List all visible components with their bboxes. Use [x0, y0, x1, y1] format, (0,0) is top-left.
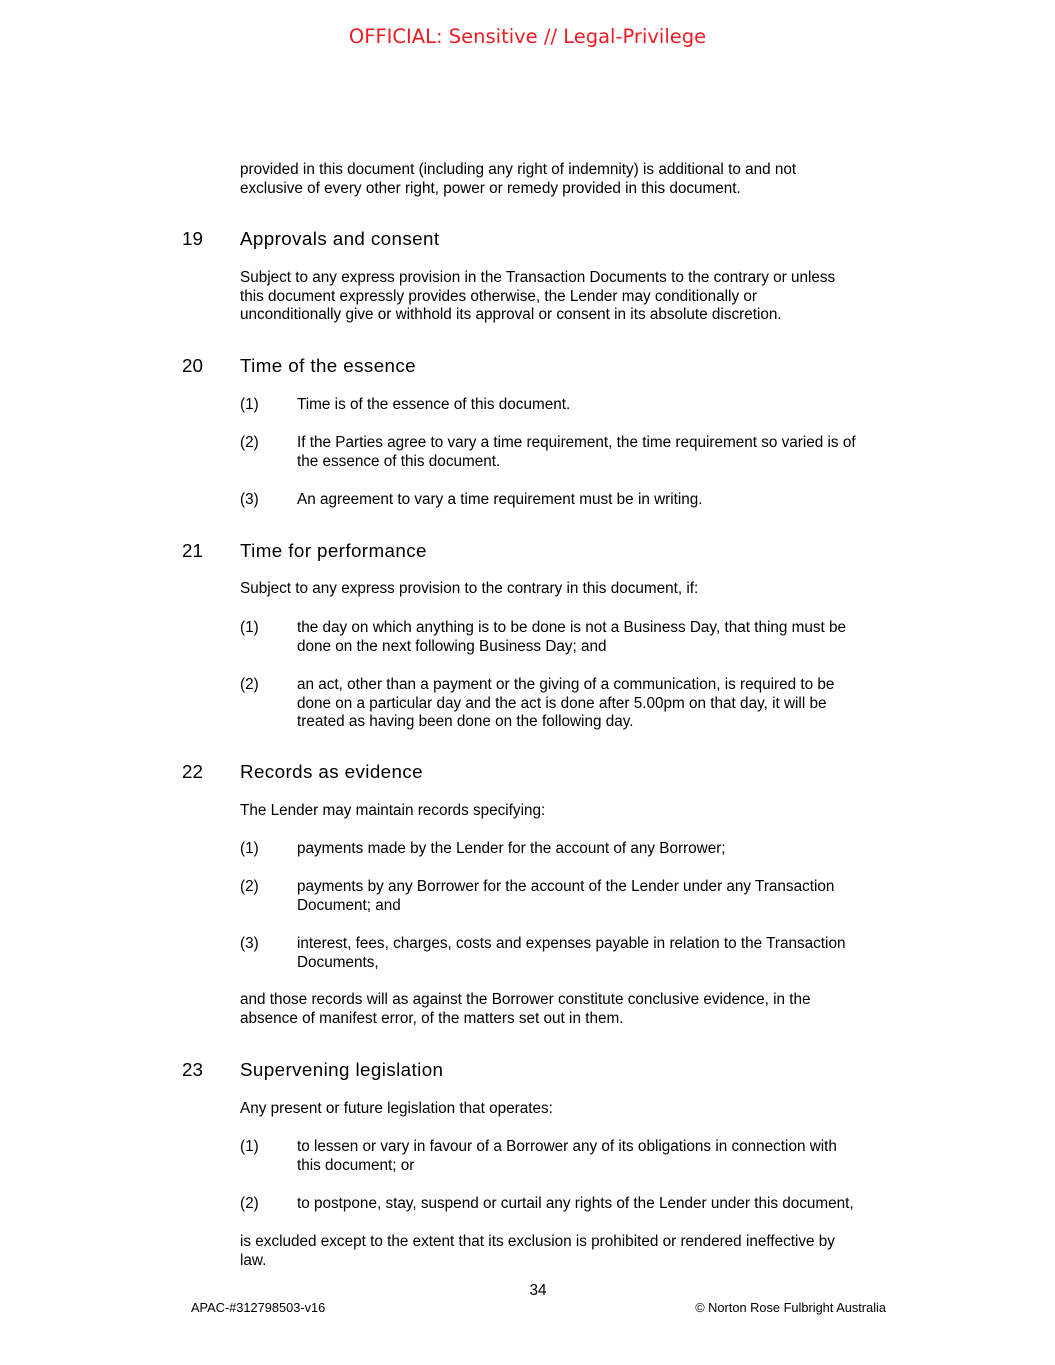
- section-20-heading: Time of the essence: [240, 355, 417, 376]
- list-item-text: [297, 840, 893, 859]
- text-line: Time is of the essence of this document.: [297, 396, 571, 413]
- list-item-number: (1): [240, 840, 259, 857]
- text-line: treated as having been done on the following day.: [297, 713, 634, 731]
- text-line: If the Parties agree to vary a time requirement, the time requirement so varied is of: [297, 434, 856, 451]
- list-item-text: [297, 619, 893, 656]
- section-22-heading: Records as evidence: [240, 761, 423, 782]
- section-19-number: 19: [182, 228, 203, 249]
- list-item-text: [297, 1138, 893, 1175]
- section-21-heading: Time for performance: [240, 540, 427, 561]
- text-line: payments made by the Lender for the account of any Borrower;: [297, 840, 726, 857]
- page-number: 34: [529, 1282, 547, 1299]
- text-line: Documents,: [297, 953, 379, 971]
- section-23-number: 23: [182, 1059, 203, 1080]
- text-line: is excluded except to the extent that its exclusion is prohibited or rendered ineffective by: [240, 1233, 835, 1250]
- section-22-closing: [240, 991, 890, 1028]
- list-item-number: (1): [240, 619, 259, 636]
- list-item-text: [297, 491, 893, 510]
- classification-banner: OFFICIAL: Sensitive // Legal-Privilege: [348, 25, 707, 48]
- list-item-text: [297, 396, 893, 415]
- text-line: unconditionally give or withhold its approval or consent in its absolute discretion.: [240, 306, 782, 324]
- text-line: interest, fees, charges, costs and expenses payable in relation to the Transaction: [297, 935, 846, 952]
- text-line: the day on which anything is to be done is not a Business Day, that thing must be: [297, 619, 847, 636]
- text-line: done on the next following Business Day; and: [297, 637, 607, 655]
- text-line: to lessen or vary in favour of a Borrower any of its obligations in connection with: [297, 1138, 837, 1155]
- section-23-heading: Supervening legislation: [240, 1059, 444, 1080]
- text-line: absence of manifest error, of the matters set out in them.: [240, 1009, 624, 1027]
- section-19-paragraph: [240, 269, 890, 325]
- text-line: payments by any Borrower for the account of the Lender under any Transaction: [297, 878, 835, 895]
- section-21-number: 21: [182, 540, 203, 561]
- text-line: An agreement to vary a time requirement must be in writing.: [297, 491, 703, 508]
- text-line: exclusive of every other right, power or remedy provided in this document.: [240, 179, 741, 197]
- section-20-number: 20: [182, 355, 203, 376]
- section-22-number: 22: [182, 761, 203, 782]
- text-line: to postpone, stay, suspend or curtail any rights of the Lender under this document,: [297, 1195, 854, 1212]
- text-line: Document; and: [297, 896, 401, 914]
- text-line: law.: [240, 1251, 267, 1269]
- list-item-number: (3): [240, 935, 259, 952]
- section-19-heading: Approvals and consent: [240, 228, 440, 249]
- text-line: and those records will as against the Borrower constitute conclusive evidence, in the: [240, 991, 811, 1008]
- list-item-number: (2): [240, 878, 259, 895]
- list-item-text: [297, 1195, 893, 1214]
- text-line: an act, other than a payment or the giving of a communication, is required to be: [297, 676, 835, 693]
- list-item-number: (2): [240, 434, 259, 451]
- list-item-number: (2): [240, 1195, 259, 1212]
- section-23-closing: [240, 1233, 890, 1270]
- section-22-lead: The Lender may maintain records specifying:: [240, 802, 546, 819]
- text-line: this document; or: [297, 1156, 415, 1174]
- intro-paragraph: [240, 161, 890, 198]
- section-21-lead: Subject to any express provision to the contrary in this document, if:: [240, 580, 699, 597]
- list-item-text: [297, 878, 893, 915]
- text-line: this document expressly provides otherwise, the Lender may conditionally or: [240, 287, 757, 305]
- text-line: Subject to any express provision in the Transaction Documents to the contrary or unless: [240, 269, 836, 286]
- text-line: provided in this document (including any right of indemnity) is additional to and not: [240, 161, 797, 178]
- list-item-text: [297, 676, 893, 732]
- text-line: done on a particular day and the act is done after 5.00pm on that day, it will be: [297, 694, 827, 712]
- copyright-notice: © Norton Rose Fulbright Australia: [695, 1300, 886, 1315]
- list-item-number: (2): [240, 676, 259, 693]
- list-item-number: (1): [240, 1138, 259, 1155]
- document-id: APAC-#312798503-v16: [191, 1300, 326, 1315]
- list-item-text: [297, 434, 893, 471]
- text-line: the essence of this document.: [297, 452, 501, 470]
- list-item-number: (1): [240, 396, 259, 413]
- list-item-text: [297, 935, 893, 972]
- list-item-number: (3): [240, 491, 259, 508]
- section-23-lead: Any present or future legislation that operates:: [240, 1100, 553, 1117]
